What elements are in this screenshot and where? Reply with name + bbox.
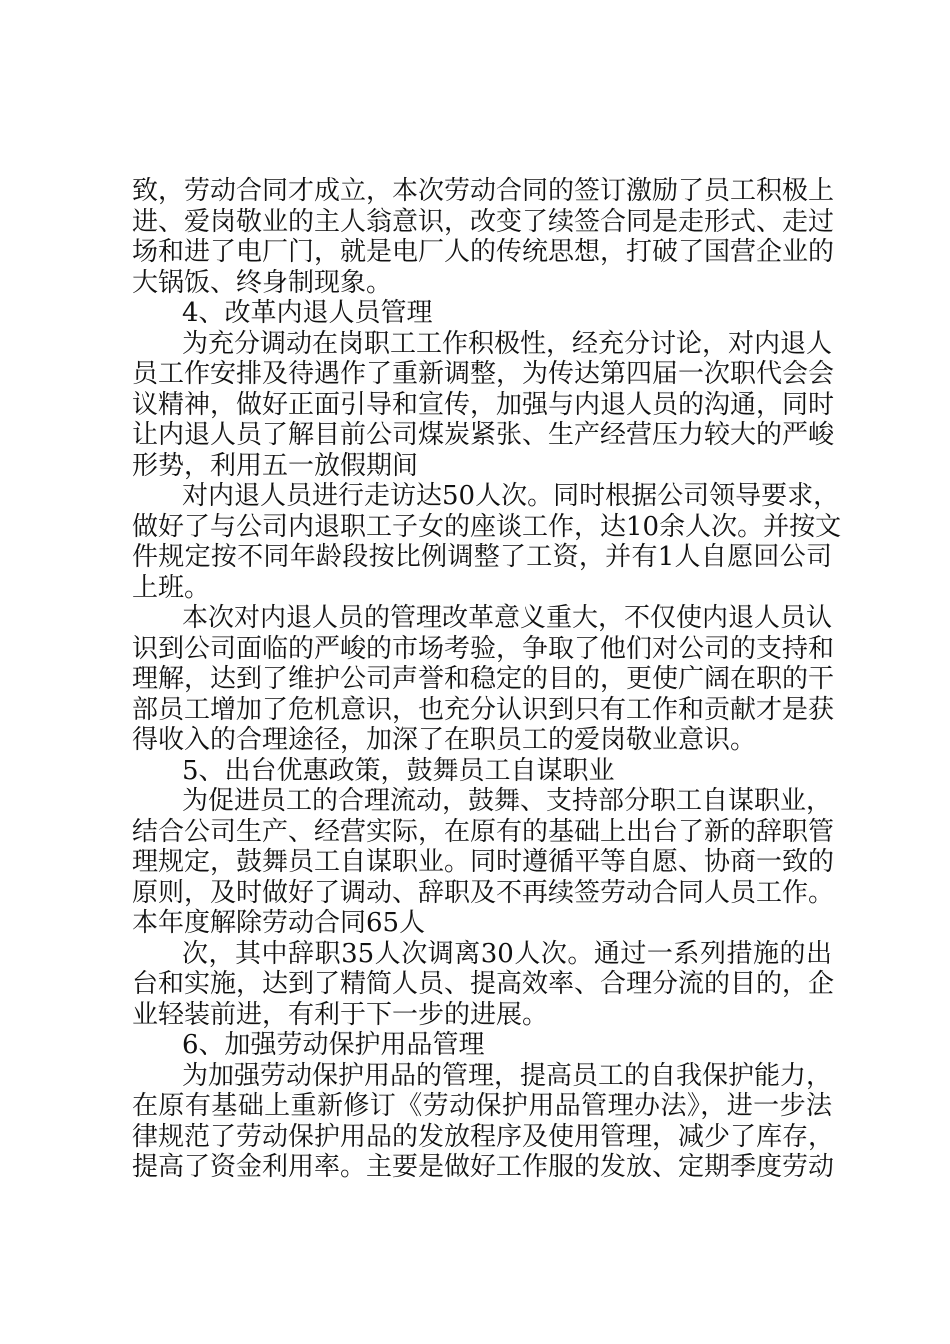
text-line: 员工作安排及待遇作了重新调整，为传达第四届一次职代会会 xyxy=(132,359,835,389)
text-line: 本年度解除劳动合同65人 xyxy=(132,908,426,938)
text-line: 6、加强劳动保护用品管理 xyxy=(182,1030,485,1060)
text-line: 得收入的合理途径，加深了在职员工的爱岗敬业意识。 xyxy=(132,725,757,755)
text-line: 5、出台优惠政策，鼓舞员工自谋职业 xyxy=(182,755,615,786)
text-line: 进、爱岗敬业的主人翁意识，改变了续签合同是走形式、走过 xyxy=(132,206,835,237)
text-line: 原则，及时做好了调动、辞职及不再续签劳动合同人员工作。 xyxy=(132,877,835,908)
text-line: 对内退人员进行走访达50人次。同时根据公司领导要求， xyxy=(182,481,840,511)
text-line: 场和进了电厂门，就是电厂人的传统思想，打破了国营企业的 xyxy=(132,237,835,267)
text-line: 做好了与公司内退职工子女的座谈工作，达10余人次。并按文 xyxy=(132,511,842,542)
text-line: 理规定，鼓舞员工自谋职业。同时遵循平等自愿、协商一致的 xyxy=(132,847,835,877)
text-line: 部员工增加了危机意识，也充分认识到只有工作和贡献才是获 xyxy=(132,694,835,725)
text-line: 上班。 xyxy=(132,572,211,603)
text-line: 让内退人员了解目前公司煤炭紧张、生产经营压力较大的严峻 xyxy=(132,420,835,450)
text-line: 议精神，做好正面引导和宣传，加强与内退人员的沟通，同时 xyxy=(132,389,835,420)
text-line: 件规定按不同年龄段按比例调整了工资，并有1人自愿回公司 xyxy=(132,542,832,572)
text-line: 识到公司面临的严峻的市场考验，争取了他们对公司的支持和 xyxy=(132,633,835,664)
text-line: 结合公司生产、经营实际，在原有的基础上出台了新的辞职管 xyxy=(132,816,835,847)
text-line: 在原有基础上重新修订《劳动保护用品管理办法》，进一步法 xyxy=(132,1091,832,1121)
text-line: 本次对内退人员的管理改革意义重大，不仅使内退人员认 xyxy=(182,603,833,633)
document-body xyxy=(132,176,842,1183)
text-line: 大锅饭、终身制现象。 xyxy=(132,267,393,298)
text-line: 理解，达到了维护公司声誉和稳定的目的，更使广阔在职的干 xyxy=(132,664,835,694)
text-line: 为加强劳动保护用品的管理，提高员工的自我保护能力， xyxy=(182,1060,833,1091)
text-line: 次，其中辞职35人次调离30人次。通过一系列措施的出 xyxy=(182,938,832,969)
text-line: 律规范了劳动保护用品的发放程序及使用管理，减少了库存， xyxy=(132,1121,835,1152)
text-line: 致，劳动合同才成立，本次劳动合同的签订激励了员工积极上 xyxy=(132,176,835,206)
text-line: 4、改革内退人员管理 xyxy=(182,298,433,328)
text-line: 为充分调动在岗职工工作积极性，经充分讨论，对内退人 xyxy=(182,328,833,359)
text-line: 台和实施，达到了精简人员、提高效率、合理分流的目的，企 xyxy=(132,969,835,999)
text-line: 提高了资金利用率。主要是做好工作服的发放、定期季度劳动 xyxy=(132,1152,835,1182)
text-line: 为促进员工的合理流动，鼓舞、支持部分职工自谋职业， xyxy=(182,786,833,816)
text-line: 业轻装前进，有利于下一步的进展。 xyxy=(132,999,549,1030)
text-line: 形势，利用五一放假期间 xyxy=(132,450,419,481)
